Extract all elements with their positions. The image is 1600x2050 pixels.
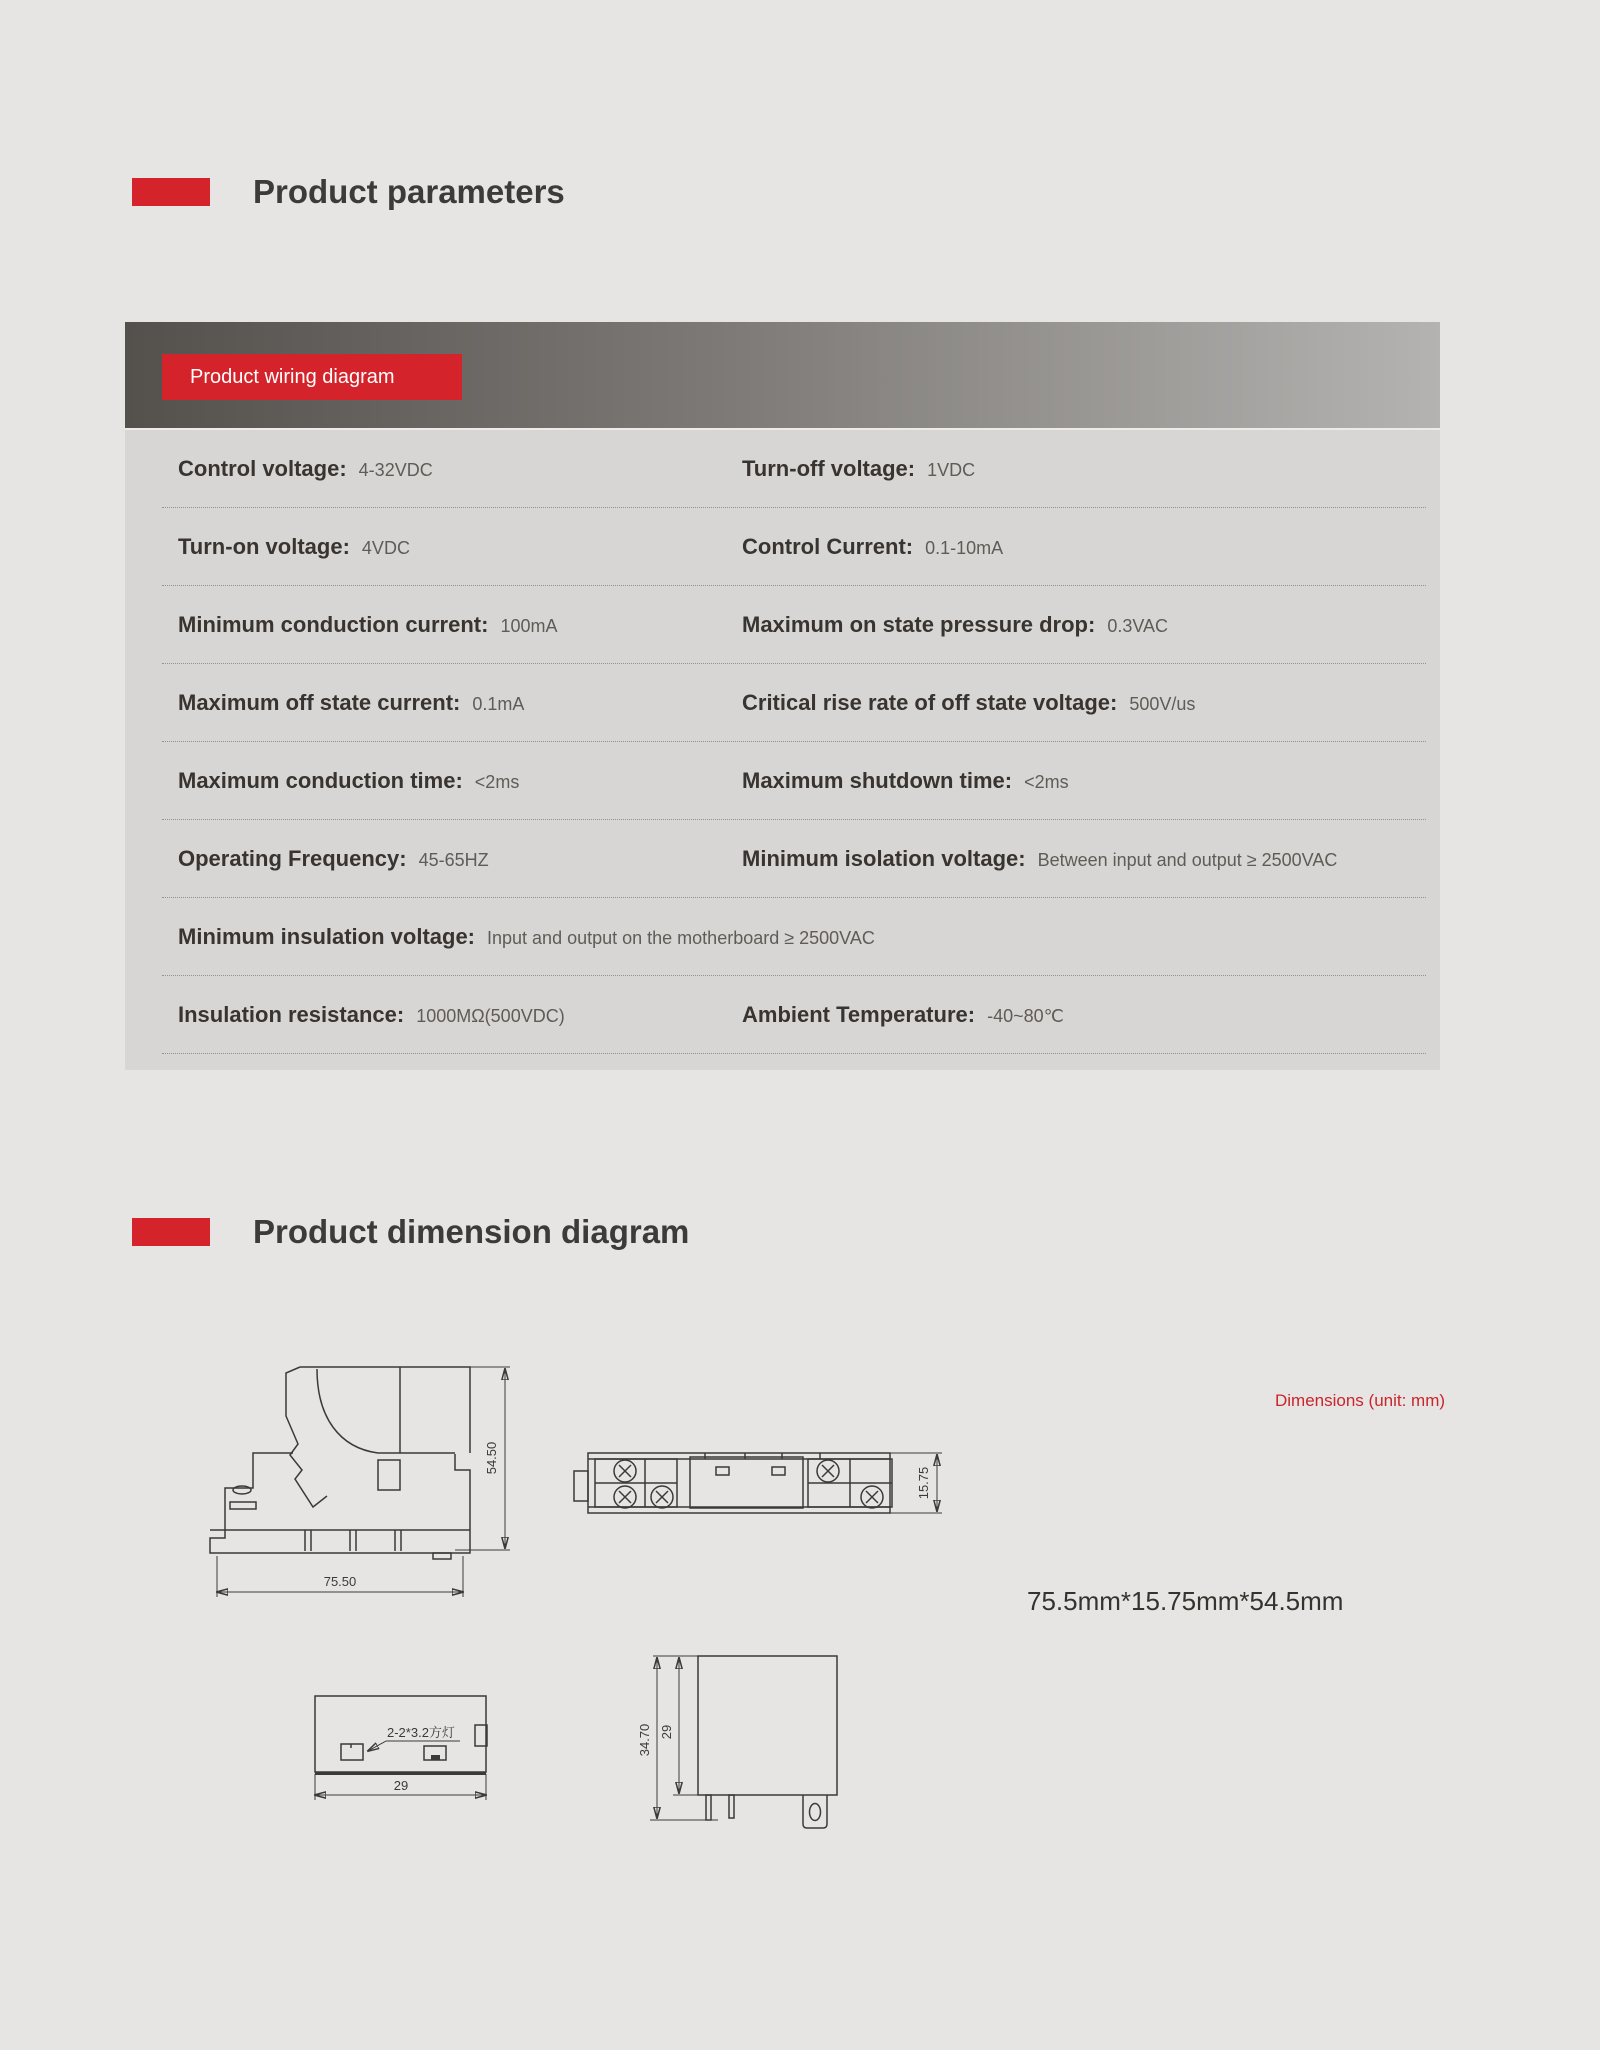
spec-label: Maximum off state current: xyxy=(178,689,461,715)
spec-cell xyxy=(178,534,742,560)
bottom-view-drawing xyxy=(308,1688,513,1808)
spec-rows xyxy=(125,430,1440,1054)
dim-label-width: 75.50 xyxy=(323,1574,357,1589)
spec-value: <2ms xyxy=(474,771,520,792)
dim-label-total-height: 34.70 xyxy=(637,1723,652,1757)
dimension-lines xyxy=(315,1774,486,1800)
spec-value: 0.3VAC xyxy=(1107,615,1169,636)
spec-label: Operating Frequency: xyxy=(178,845,407,871)
spec-label: Minimum conduction current: xyxy=(178,611,489,637)
spec-label: Maximum conduction time: xyxy=(178,767,463,793)
spec-label: Minimum isolation voltage: xyxy=(742,845,1026,871)
dimension-lines xyxy=(217,1367,510,1597)
wiring-diagram-tab: Product wiring diagram xyxy=(162,354,462,400)
dim-label-height: 54.50 xyxy=(484,1441,499,1475)
table-row xyxy=(162,820,1426,898)
spec-value: 100mA xyxy=(500,615,558,636)
spec-label: Ambient Temperature: xyxy=(742,1001,976,1027)
spec-label: Insulation resistance: xyxy=(178,1001,405,1027)
red-accent-block xyxy=(132,178,210,206)
overall-size-text: 75.5mm*15.75mm*54.5mm xyxy=(1027,1586,1344,1616)
spec-cell xyxy=(178,846,742,872)
spec-label: Turn-off voltage: xyxy=(742,455,916,481)
spec-cell xyxy=(742,1002,1426,1028)
table-row xyxy=(162,430,1426,508)
dimension-lines xyxy=(890,1453,942,1513)
dimensions-unit-note: Dimensions (unit: mm) xyxy=(1275,1391,1446,1410)
spec-cell xyxy=(178,612,742,638)
spec-label: Maximum on state pressure drop: xyxy=(742,611,1096,637)
spec-value: 4VDC xyxy=(361,537,410,558)
spec-value: 1000MΩ(500VDC) xyxy=(416,1005,565,1026)
table-row xyxy=(162,976,1426,1054)
spec-label: Control Current: xyxy=(742,533,914,559)
spec-label: Turn-on voltage: xyxy=(178,533,350,559)
red-accent-block xyxy=(132,1218,210,1246)
spec-cell xyxy=(178,1002,742,1028)
dim-label-width: 29 xyxy=(393,1778,409,1793)
table-row xyxy=(162,586,1426,664)
spec-value: 0.1-10mA xyxy=(925,537,1004,558)
spec-value: 0.1mA xyxy=(472,693,525,714)
spec-label: Control voltage: xyxy=(178,455,347,481)
relay-side-outline xyxy=(210,1367,470,1559)
spec-cell xyxy=(178,768,742,794)
page-title: Product parameters xyxy=(253,173,565,210)
table-row xyxy=(162,898,1426,976)
spec-label: Maximum shutdown time: xyxy=(742,767,1013,793)
spec-value: -40~80℃ xyxy=(987,1005,1064,1026)
table-row xyxy=(162,508,1426,586)
spec-value: 500V/us xyxy=(1129,693,1196,714)
section-heading-parameters xyxy=(132,173,565,211)
spec-cell xyxy=(178,456,742,482)
spec-cell xyxy=(742,456,1426,482)
relay-front-outline xyxy=(698,1656,837,1828)
spec-value: <2ms xyxy=(1024,771,1069,792)
spec-value: Between input and output ≥ 2500VAC xyxy=(1037,849,1338,870)
spec-cell xyxy=(742,768,1426,794)
spec-cell xyxy=(742,846,1426,872)
table-row xyxy=(162,664,1426,742)
spec-value: 1VDC xyxy=(927,459,976,480)
spec-label: Minimum insulation voltage: xyxy=(178,923,476,949)
dim-label-body-height: 29 xyxy=(659,1724,674,1740)
section-title: Product dimension diagram xyxy=(253,1213,690,1250)
table-header-band xyxy=(125,322,1440,430)
spec-cell xyxy=(178,690,742,716)
spec-value: Input and output on the motherboard ≥ 2500VAC xyxy=(487,927,875,948)
relay-top-outline xyxy=(574,1453,892,1513)
spec-cell xyxy=(742,612,1426,638)
spec-cell xyxy=(178,924,875,950)
dim-label-depth: 15.75 xyxy=(916,1466,931,1500)
spec-value: 4-32VDC xyxy=(358,459,433,480)
top-view-drawing xyxy=(570,1445,965,1525)
led-window-label: 2-2*3.2方灯 xyxy=(387,1725,455,1740)
spec-value: 45-65HZ xyxy=(418,849,489,870)
spec-cell xyxy=(742,534,1426,560)
section-heading-dimensions xyxy=(132,1213,689,1251)
spec-cell xyxy=(742,690,1426,716)
table-row xyxy=(162,742,1426,820)
side-view-drawing xyxy=(205,1360,515,1605)
spec-label: Critical rise rate of off state voltage: xyxy=(742,689,1118,715)
parameters-table xyxy=(125,322,1440,1070)
front-view-drawing xyxy=(637,1648,855,1838)
